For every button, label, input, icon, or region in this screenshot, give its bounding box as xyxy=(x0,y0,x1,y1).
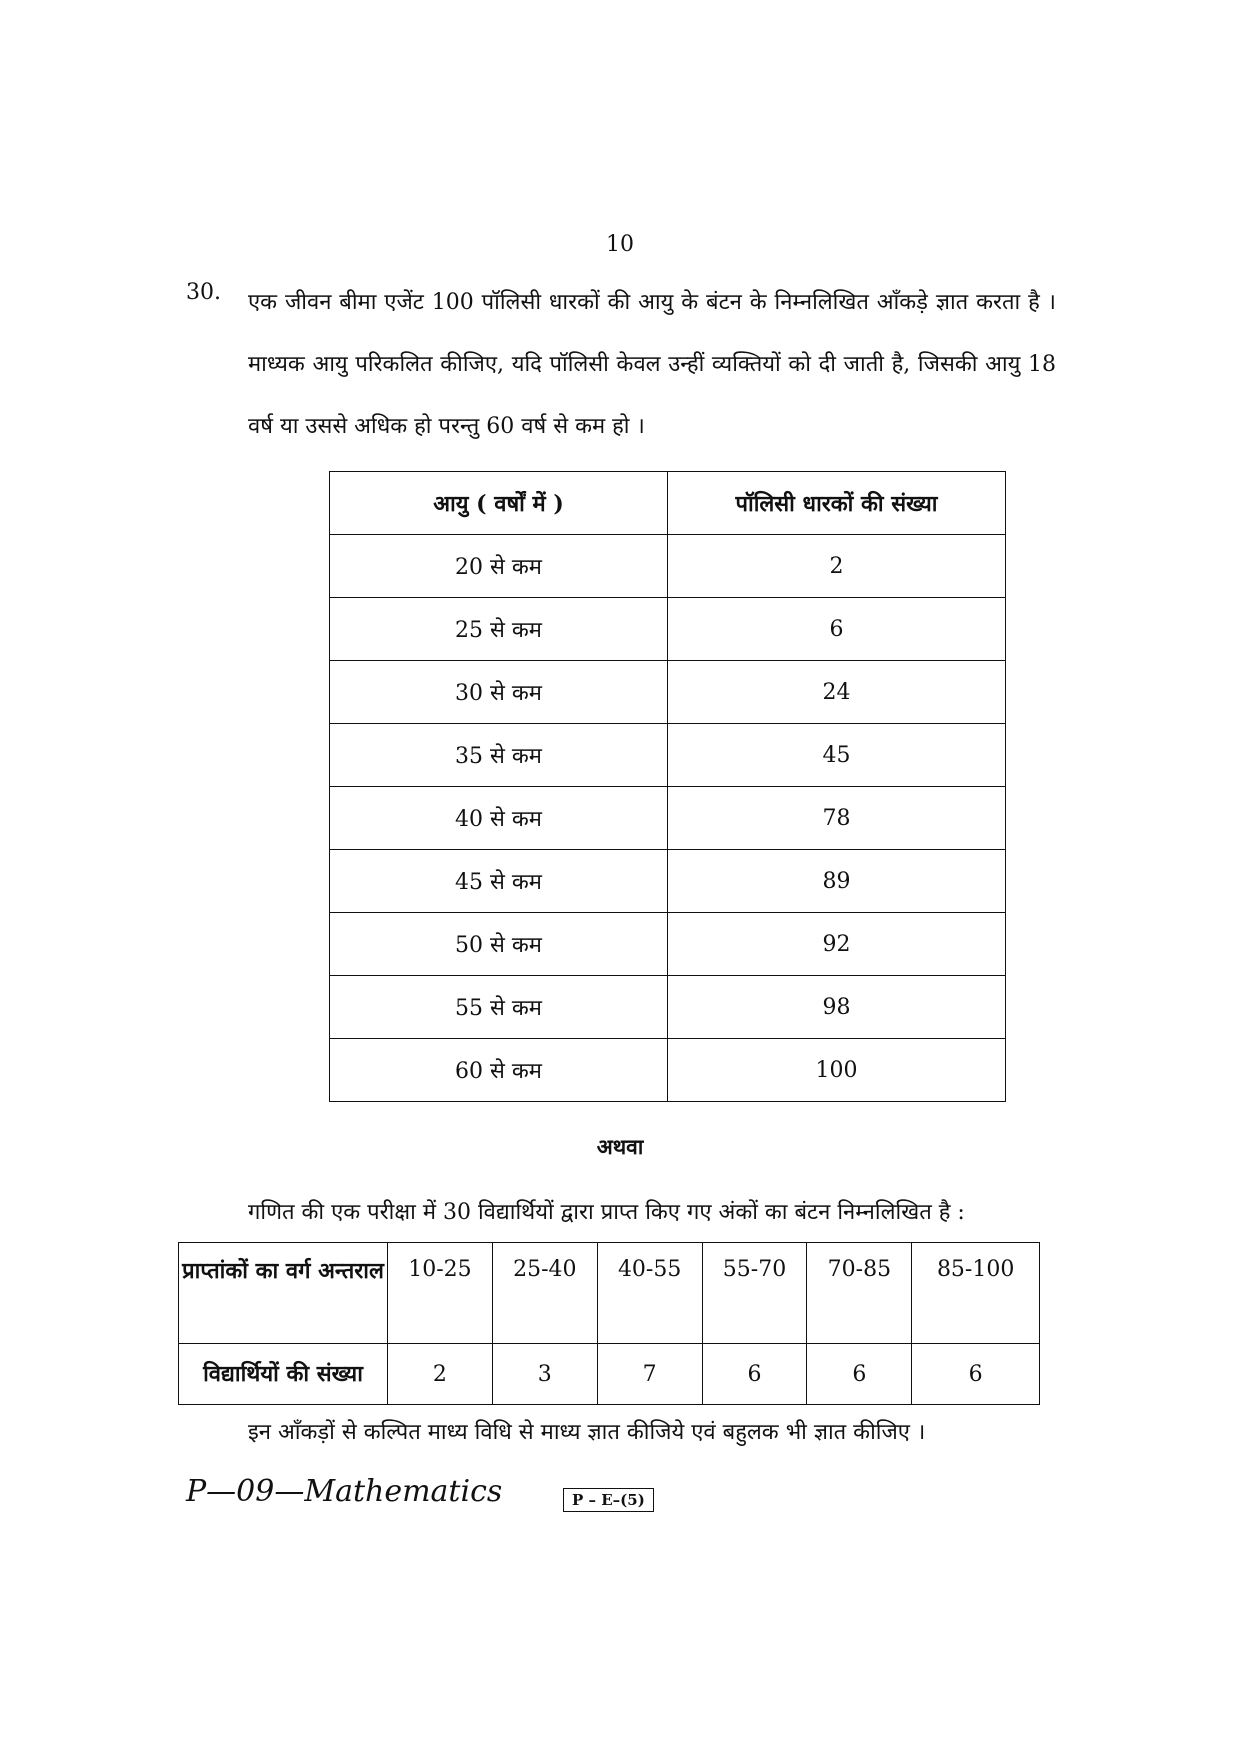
age-cell: 25 से कम xyxy=(330,598,668,661)
age-cell: 55 से कम xyxy=(330,976,668,1039)
count-cell: 78 xyxy=(668,787,1006,850)
page-number: 10 xyxy=(606,232,634,257)
class-cell: 40-55 xyxy=(597,1243,702,1344)
age-distribution-table xyxy=(329,471,1006,1102)
count-cell: 24 xyxy=(668,661,1006,724)
count-cell: 7 xyxy=(597,1344,702,1405)
table-row xyxy=(330,913,1006,976)
student-count-row xyxy=(179,1344,1040,1405)
table-row xyxy=(330,787,1006,850)
table-row xyxy=(330,724,1006,787)
paper-code: P—09—Mathematics xyxy=(186,1474,503,1509)
count-cell: 92 xyxy=(668,913,1006,976)
age-cell: 35 से कम xyxy=(330,724,668,787)
question-number: 30. xyxy=(186,280,221,305)
count-cell: 6 xyxy=(807,1344,912,1405)
table-row xyxy=(330,850,1006,913)
age-cell: 60 से कम xyxy=(330,1039,668,1102)
marks-distribution-table xyxy=(178,1242,1040,1405)
count-cell: 45 xyxy=(668,724,1006,787)
or-label: अथवा xyxy=(596,1134,644,1159)
count-cell: 6 xyxy=(912,1344,1040,1405)
count-cell: 3 xyxy=(492,1344,597,1405)
age-cell: 40 से कम xyxy=(330,787,668,850)
class-cell: 85-100 xyxy=(912,1243,1040,1344)
row-header-student-count: विद्यार्थियों की संख्या xyxy=(179,1344,388,1405)
page-code-badge: P – E–(5) xyxy=(563,1488,654,1512)
count-cell: 98 xyxy=(668,976,1006,1039)
age-cell: 45 से कम xyxy=(330,850,668,913)
table-header-row xyxy=(330,472,1006,535)
age-cell: 30 से कम xyxy=(330,661,668,724)
count-cell: 2 xyxy=(668,535,1006,598)
table-row xyxy=(330,535,1006,598)
column-header-age: आयु ( वर्षों में ) xyxy=(330,472,668,535)
count-cell: 100 xyxy=(668,1039,1006,1102)
class-interval-row xyxy=(179,1243,1040,1344)
count-cell: 6 xyxy=(668,598,1006,661)
age-cell: 50 से कम xyxy=(330,913,668,976)
table-row xyxy=(330,598,1006,661)
or-question-ask: इन आँकड़ों से कल्पित माध्य विधि से माध्य ज्ञात कीजिये एवं बहुलक भी ज्ञात कीजिए । xyxy=(248,1420,926,1445)
table-row xyxy=(330,661,1006,724)
class-cell: 25-40 xyxy=(492,1243,597,1344)
table-row xyxy=(330,976,1006,1039)
count-cell: 89 xyxy=(668,850,1006,913)
class-cell: 10-25 xyxy=(388,1243,493,1344)
class-cell: 55-70 xyxy=(702,1243,807,1344)
count-cell: 6 xyxy=(702,1344,807,1405)
count-cell: 2 xyxy=(388,1344,493,1405)
row-header-class-interval: प्राप्तांकों का वर्ग अन्तराल xyxy=(179,1243,388,1344)
or-question-intro: गणित की एक परीक्षा में 30 विद्यार्थियों द्वारा प्राप्त किए गए अंकों का बंटन निम्नलिखित है : xyxy=(248,1200,965,1225)
class-cell: 70-85 xyxy=(807,1243,912,1344)
table-row xyxy=(330,1039,1006,1102)
column-header-policy-holders: पॉलिसी धारकों की संख्या xyxy=(668,472,1006,535)
age-cell: 20 से कम xyxy=(330,535,668,598)
question-text: एक जीवन बीमा एजेंट 100 पॉलिसी धारकों की आयु के बंटन के निम्नलिखित आँकड़े ज्ञात करता है । माध्यक आयु परिकलित कीजिए, यदि पॉलिसी केवल उन्हीं व्यक्तियों को दी जाती है, जिसकी आयु 18 वर्ष या उससे अधिक हो परन्तु 60 वर्ष से कम हो । xyxy=(248,290,1056,439)
